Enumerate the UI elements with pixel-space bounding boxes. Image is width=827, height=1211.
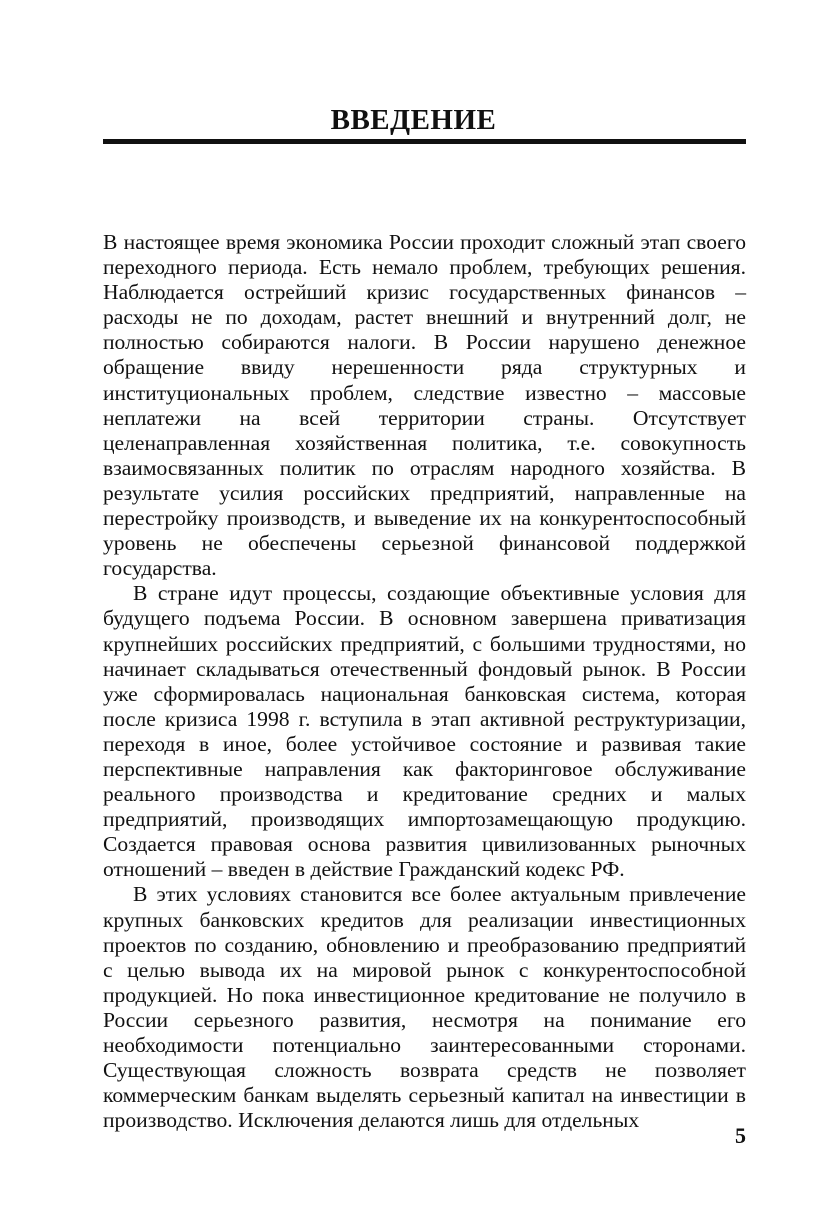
- body-text: [103, 230, 746, 1133]
- paragraph-1: В настоящее время экономика России проходит сложный этап своего переходного периода. Есть немало проблем, требующих решения. Наблюдается острейший кризис государственных финансов – расходы не по доходам, растет внешний и внутренний долг, не полностью собираются налоги. В России нарушено денежное обращение ввиду нерешенности ряда структурных и институциональных проблем, следствие известно – массовые неплатежи на всей территории страны. Отсутствует целенаправленная хозяйственная политика, т.е. совокупность взаимосвязанных политик по отраслям народного хозяйства. В результате усилия российских предприятий, направленные на перестройку производств, и выведение их на конкурентоспособный уровень не обеспечены серьезной финансовой поддержкой государства.: [103, 230, 746, 581]
- paragraph-3: В этих условиях становится все более актуальным привлечение крупных банковских кредитов для реализации инвестиционных проектов по созданию, обновлению и преобразованию предприятий с целью вывода их на мировой рынок с конкурентоспособной продукцией. Но пока инвестиционное кредитование не получило в России серьезного развития, несмотря на понимание его необходимости потенциально заинтересованными сторонами. Существующая сложность возврата средств не позволяет коммерческим банкам выделять серьезный капитал на инвестиции в производство. Исключения делаются лишь для отдельных: [103, 882, 746, 1133]
- chapter-title: ВВЕДЕНИЕ: [330, 104, 497, 136]
- title-underline-rule: [103, 139, 746, 144]
- paragraph-2: В стране идут процессы, создающие объективные условия для будущего подъема России. В основном завершена приватизация крупнейших российских предприятий, с большими трудностями, но начинает складываться отечественный фондовый рынок. В России уже сформировалась национальная банковская система, которая после кризиса 1998 г. вступила в этап активной реструктуризации, переходя в иное, более устойчивое состояние и развивая такие перспективные направления как факторинговое обслуживание реального производства и кредитование средних и малых предприятий, производящих импортозамещающую продукцию. Создается правовая основа развития цивилизованных рыночных отношений – введен в действие Гражданский кодекс РФ.: [103, 581, 746, 882]
- page-number: 5: [735, 1123, 746, 1148]
